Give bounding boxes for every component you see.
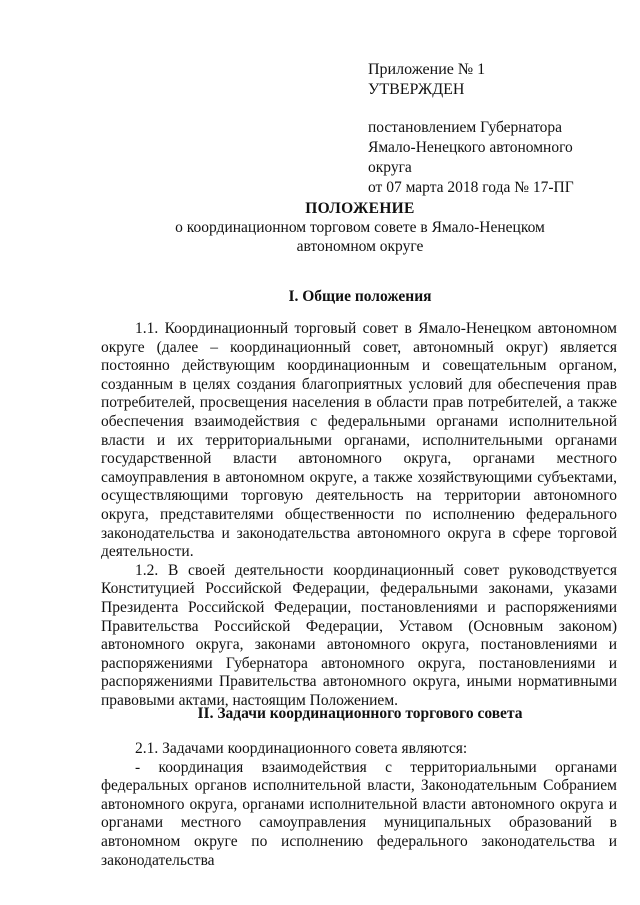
paragraph-2-1: 2.1. Задачами координационного совета являются: [135, 740, 468, 757]
appendix-number: Приложение № 1 [368, 61, 486, 78]
section-2-body [101, 740, 617, 870]
approval-spacer [368, 100, 618, 118]
approval-line-2: Ямало-Ненецкого автономного округа [368, 139, 573, 176]
document-title [80, 199, 640, 256]
title-main: ПОЛОЖЕНИЕ [305, 200, 415, 217]
approval-line-1: постановлением Губернатора [368, 119, 563, 136]
section-1-heading: I. Общие положения [288, 288, 432, 305]
paragraph-1-1: 1.1. Координационный торговый совет в Ямало-Ненецком автономном округе (далее – координационный совет, автономный округ) является постоянно действующим координационным и совещательным органом, созданным в целях создания благоприятных условий для обеспечения прав потребителей, просвещения населения в области прав потребителей, а также обеспечения взаимодействия с федеральными органами исполнительной власти и их территориальными органами, исполнительными органами государственной власти автономного округа, органами местного самоуправления в автономном округе, а также хозяйствующими субъектами, осуществляющими торговую деятельность на территории автономного округа, представителями общественности по исполнению федерального законодательства и законодательства автономного округа в сфере торговой деятельности. [101, 320, 617, 561]
approved-label: УТВЕРЖДЕН [368, 81, 465, 98]
section-1-body [101, 320, 617, 710]
paragraph-1-2: 1.2. В своей деятельности координационный совет руководствуется Конституцией Российской Федерации, федеральными законами, указами Президента Российской Федерации, постановлениями и распоряжениями Правительства Российской Федерации, Уставом (Основным законом) автономного округа, законами автономного округа, постановлениями и распоряжениями Губернатора автономного округа, постановлениями и распоряжениями Правительства автономного округа, иными нормативными правовыми актами, настоящим Положением. [101, 561, 617, 709]
title-subtitle-2: автономном округе [296, 238, 424, 255]
paragraph-2-1-item-1: - координация взаимодействия с территориальными органами федеральных органов исполнительной власти, Законодательным Собранием автономного округа, органами исполнительной власти автономного округа и органами местного самоуправления муниципальных образований в автономном округе по исполнению федерального законодательства и законодательства [101, 758, 617, 869]
section-2-heading: II. Задачи координационного торгового совета [197, 705, 523, 722]
approval-stamp [368, 60, 618, 198]
approval-line-3: от 07 марта 2018 года № 17-ПГ [368, 179, 574, 196]
title-subtitle-1: о координационном торговом совете в Ямало-Ненецком [175, 219, 545, 236]
